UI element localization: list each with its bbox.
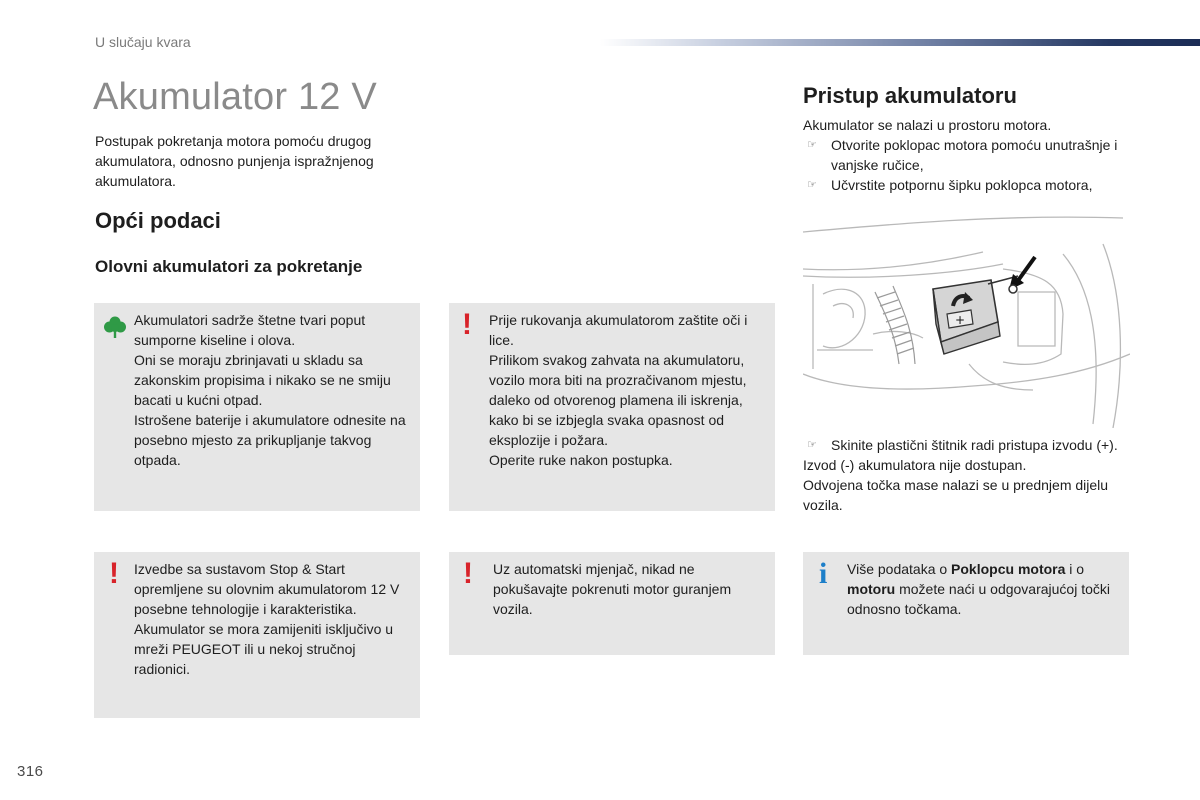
header-gradient-bar [600,39,1200,46]
page-title: Akumulator 12 V [93,76,377,118]
leaf-icon [103,315,127,339]
access-step-text: Otvorite poklopac motora pomoću unutrašnje i vanjske ručice, [831,137,1118,173]
eco-note-text: Akumulatori sadrže štetne tvari poput sumporne kiseline i olova. Oni se moraju zbrinjavati u skladu sa zakonskim propisima i nikako se ne smiju bacati u kućni otpad. Istrošene baterije i akumulatore odnesite na posebno mjesto za prikupljanje takvog otpada. [134,312,406,468]
info-icon: i [819,557,828,590]
stop-start-warning-box [94,552,420,718]
access-location-text: Akumulator se nalazi u prostoru motora. [803,117,1052,133]
general-heading: Opći podaci [95,208,221,233]
access-step-support-rod [803,175,1133,195]
hand-pointer-icon: ☞ [807,439,817,451]
stop-start-warning-text: Izvedbe sa sustavom Stop & Start opremljene su olovnim akumulatorom 12 V posebne tehnologije i karakteristika. Akumulator se mora zamijeniti isključivo u mreži PEUGEOT ili u nekoj stručnoj radionici. [134,561,400,677]
negative-terminal-text: Izvod (-) akumulatora nije dostupan. [803,457,1027,473]
warning-exclamation-icon: ! [463,557,473,590]
access-steps-cont [803,435,1133,515]
warning-exclamation-icon: ! [462,308,472,341]
automatic-gearbox-warning-box [449,552,775,655]
info-note-text: Više podataka o Poklopcu motora i o motoru možete naći u odgovarajućoj točki odnosno točkama. [847,561,1111,617]
intro-paragraph: Postupak pokretanja motora pomoću drugog akumulatora, odnosno punjenja ispražnjenog akumulatora. [95,133,374,189]
safety-warning-box [449,303,775,511]
access-step-open-bonnet [803,135,1133,175]
section-label: U slučaju kvara [95,34,191,50]
warning-exclamation-icon: ! [109,557,119,590]
info-note-box [803,552,1129,655]
battery-plus-symbol: + [955,313,966,327]
safety-warning-text: Prije rukovanja akumulatorom zaštite oči i lice. Prilikom svakog zahvata na akumulatoru, vozilo mora biti na prozračivanom mjestu, daleko od otvorenog plamena ili iskrenja, kako bi se izbjegla svaka opasnost od eksplozije i požara. Operite ruke nakon postupka. [489,312,748,468]
access-step-text: Učvrstite potpornu šipku poklopca motora, [831,177,1093,193]
hand-pointer-icon: ☞ [807,139,817,151]
hand-pointer-icon: ☞ [807,179,817,191]
access-step-text: Skinite plastični štitnik radi pristupa izvodu (+). [831,437,1118,453]
engine-bay-illustration [803,214,1130,428]
access-heading: Pristup akumulatoru [803,83,1017,108]
ground-point-text: Odvojena točka mase nalazi se u prednjem dijelu vozila. [803,477,1109,513]
access-steps [803,115,1133,195]
automatic-gearbox-warning-text: Uz automatski mjenjač, nikad ne pokušavajte pokrenuti motor guranjem vozila. [493,561,732,617]
access-step-remove-cover [803,435,1133,455]
general-subheading: Olovni akumulatori za pokretanje [95,257,363,276]
page-number: 316 [17,763,44,780]
battery-shape [933,276,1018,354]
eco-note-box [94,303,420,511]
